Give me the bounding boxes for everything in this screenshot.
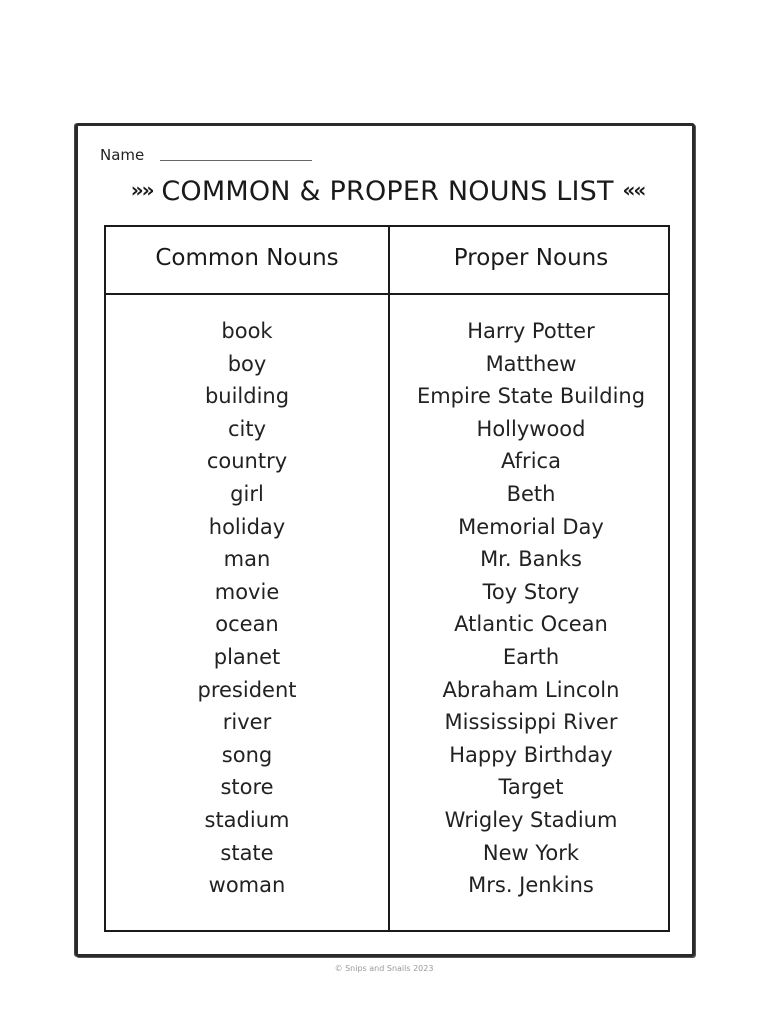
common-noun-item: building <box>204 384 290 409</box>
copyright-footer: © Snips and Snails 2023 <box>334 964 434 973</box>
proper-noun-item: Earth <box>502 644 560 669</box>
name-row <box>100 146 312 164</box>
proper-noun-item: Toy Story <box>482 579 580 604</box>
proper-noun-item: Atlantic Ocean <box>454 612 608 637</box>
common-noun-item: book <box>221 319 273 343</box>
common-noun-item: holiday <box>208 514 286 539</box>
proper-noun-item: Harry Potter <box>467 319 595 343</box>
common-noun-item: president <box>197 677 297 702</box>
proper-nouns-list <box>390 315 672 902</box>
proper-noun-item: Mississippi River <box>444 710 618 735</box>
common-noun-item: planet <box>213 644 281 669</box>
common-noun-item: state <box>220 840 274 865</box>
common-noun-item: store <box>220 775 274 800</box>
proper-noun-item: Abraham Lincoln <box>442 677 620 702</box>
proper-noun-item: Empire State Building <box>416 384 646 409</box>
name-blank-line[interactable] <box>160 160 312 161</box>
proper-noun-item: Memorial Day <box>458 514 604 539</box>
proper-noun-item: New York <box>482 840 580 865</box>
common-noun-item: song <box>221 742 273 767</box>
common-noun-item: man <box>223 547 271 572</box>
chevron-left-decoration-icon: «« <box>622 178 645 202</box>
chevron-right-decoration-icon: »» <box>130 178 153 202</box>
worksheet-title: COMMON & PROPER NOUNS LIST <box>161 176 614 207</box>
proper-noun-item: Happy Birthday <box>449 742 613 767</box>
header-divider <box>106 293 668 295</box>
proper-noun-item: Mrs. Jenkins <box>468 873 594 898</box>
proper-noun-item: Matthew <box>485 351 577 376</box>
worksheet-title-row <box>105 176 670 207</box>
common-noun-item: woman <box>208 873 286 898</box>
nouns-table <box>104 225 670 932</box>
common-noun-item: boy <box>227 351 267 376</box>
proper-noun-item: Hollywood <box>476 416 586 441</box>
common-noun-item: city <box>227 416 267 441</box>
common-noun-item: river <box>222 710 272 735</box>
common-noun-item: stadium <box>204 807 290 832</box>
proper-noun-item: Target <box>498 775 564 800</box>
proper-nouns-header: Proper Nouns <box>453 245 609 271</box>
common-noun-item: girl <box>230 481 264 506</box>
name-label: Name <box>100 146 145 164</box>
proper-noun-item: Mr. Banks <box>480 547 582 572</box>
proper-noun-item: Beth <box>506 481 556 506</box>
proper-noun-item: Africa <box>501 449 561 474</box>
common-noun-item: country <box>206 449 288 474</box>
proper-noun-item: Wrigley Stadium <box>444 807 618 832</box>
common-nouns-header: Common Nouns <box>155 245 339 271</box>
common-nouns-list <box>106 315 388 902</box>
common-noun-item: movie <box>214 579 280 604</box>
common-noun-item: ocean <box>215 612 279 637</box>
